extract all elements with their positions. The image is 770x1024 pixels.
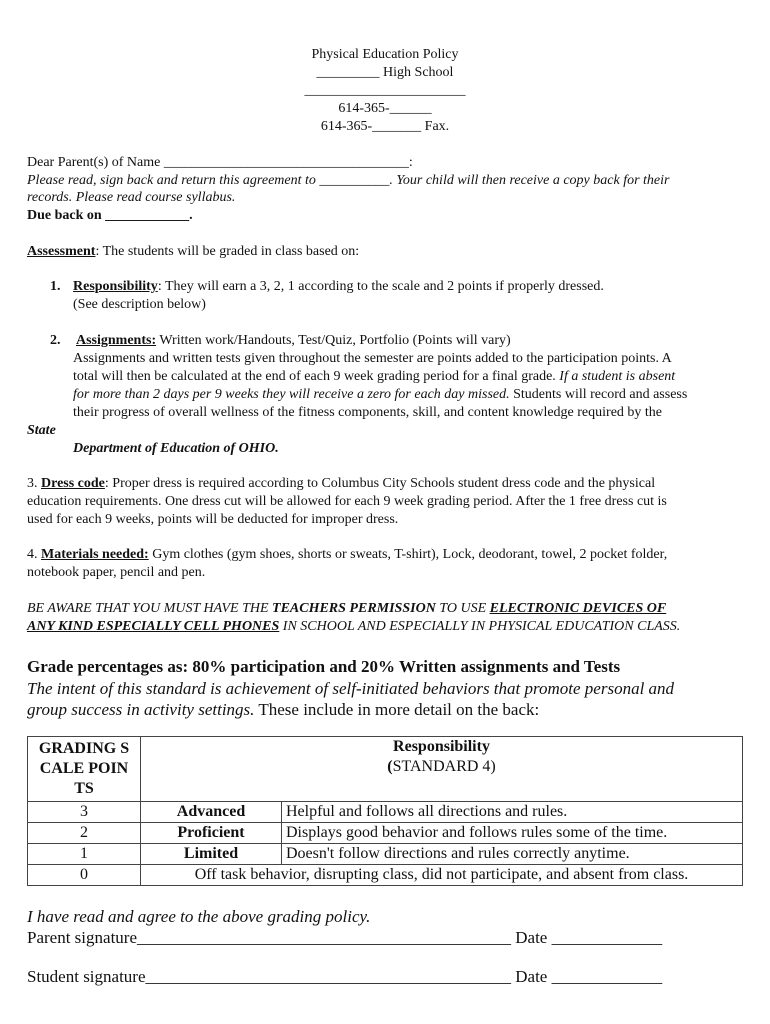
standard-label	[145, 757, 738, 777]
item-2-body-2a: total will then be calculated at the end of each 9 week grading period for a final grade.	[73, 369, 560, 384]
instructions-line-2: records. Please read course syllabus.	[27, 190, 236, 205]
level-cell: Advanced	[141, 802, 282, 823]
item-2-body-3a: for more than 2 days per 9 weeks they will receive a zero for each day missed.	[73, 387, 510, 402]
responsibility-title: Responsibility	[393, 738, 490, 755]
level-cell: Limited	[141, 844, 282, 865]
item-3-line-3: used for each 9 weeks, points will be deducted for improper dress.	[27, 512, 399, 527]
warning-line-1	[27, 600, 666, 618]
responsibility-header	[141, 737, 743, 802]
points-cell: 1	[28, 844, 141, 865]
document-title: Physical Education Policy	[311, 47, 459, 62]
description-cell: Off task behavior, disrupting class, did not participate, and absent from class.	[141, 865, 743, 886]
item-1-number: 1.	[50, 279, 61, 294]
blank-line: _______________________	[304, 83, 466, 98]
assessment-label: Assessment	[27, 244, 96, 259]
intent-line-1: The intent of this standard is achievement of self-initiated behaviors that promote personal and	[27, 679, 675, 698]
fax-line: 614-365-_______ Fax.	[320, 119, 450, 134]
description-cell: Displays good behavior and follows rules some of the time.	[282, 823, 743, 844]
assignments-label: Assignments:	[76, 333, 157, 348]
item-1-line	[73, 278, 604, 296]
item-2-line	[76, 332, 511, 350]
description-cell: Helpful and follows all directions and rules.	[282, 802, 743, 823]
table-header-row	[28, 737, 743, 802]
warning-part-6: IN SCHOOL AND ESPECIALLY IN PHYSICAL EDUCATION CLASS.	[279, 619, 681, 634]
level-cell: Proficient	[141, 823, 282, 844]
intent-line-2a: group success in activity settings.	[27, 700, 255, 719]
item-4-line-2: notebook paper, pencil and pen.	[27, 565, 206, 580]
table-row	[28, 865, 743, 886]
points-cell: 3	[28, 802, 141, 823]
item-3-line-2: education requirements. One dress cut will be allowed for each 9 week grading period. After the 1 free dress cut is	[27, 494, 667, 509]
intent-line-2	[27, 699, 539, 720]
item-2-body-4: their progress of overall wellness of the fitness components, skill, and content knowledge required by the	[73, 405, 663, 420]
due-back-line: Due back on ____________.	[27, 208, 193, 223]
warning-part-3: TO USE	[435, 601, 490, 616]
table-row	[28, 823, 743, 844]
warning-line-2	[27, 618, 680, 636]
materials-label: Materials needed:	[41, 547, 149, 562]
item-4-number: 4.	[27, 547, 41, 562]
parent-signature-line: Parent signature____________________________________________ Date _____________	[27, 928, 663, 947]
instructions-line-1: Please read, sign back and return this agreement to __________. Your child will then receive a copy back for their	[27, 173, 670, 188]
school-name-line: _________ High School	[316, 65, 454, 80]
grading-scale-header: GRADING SCALE POINTS	[28, 737, 141, 802]
item-1-sub: (See description below)	[73, 297, 206, 312]
points-cell: 0	[28, 865, 141, 886]
points-cell: 2	[28, 823, 141, 844]
student-signature-line: Student signature___________________________________________ Date _____________	[27, 967, 663, 986]
phone-line: 614-365-______	[338, 101, 432, 116]
agreement-statement: I have read and agree to the above grading policy.	[27, 907, 371, 926]
materials-text: Gym clothes (gym shoes, shorts or sweats, T-shirt), Lock, deodorant, towel, 2 pocket folder,	[148, 547, 668, 562]
standard-text: STANDARD 4)	[392, 758, 496, 775]
responsibility-label: Responsibility	[73, 279, 158, 294]
intent-line-2b: These include in more detail on the back:	[254, 700, 540, 719]
item-4-line-1	[27, 546, 667, 564]
item-2-body-3	[73, 386, 687, 404]
grade-percentages: Grade percentages as: 80% participation and 20% Written assignments and Tests	[27, 657, 621, 676]
item-2-body-1: Assignments and written tests given throughout the semester are points added to the participation points. A	[73, 351, 672, 366]
assessment-text: : The students will be graded in class based on:	[95, 244, 360, 259]
grading-scale-table	[27, 736, 743, 886]
dress-code-text: : Proper dress is required according to Columbus City Schools student dress code and the physical	[104, 476, 656, 491]
item-2-body-2	[73, 368, 675, 386]
item-2-body-3b: Students will record and assess	[509, 387, 688, 402]
department-line: Department of Education of OHIO.	[73, 441, 279, 456]
assessment-line	[27, 243, 359, 261]
assignments-text: Written work/Handouts, Test/Quiz, Portfolio (Points will vary)	[156, 333, 511, 348]
warning-teachers-permission: TEACHERS PERMISSION	[272, 601, 436, 616]
dress-code-label: Dress code	[41, 476, 105, 491]
responsibility-text: : They will earn a 3, 2, 1 according to the scale and 2 points if properly dressed.	[157, 279, 604, 294]
item-2-body-2b: If a student is absent	[559, 369, 676, 384]
state-word: State	[27, 423, 56, 438]
warning-part-1: BE AWARE THAT YOU MUST HAVE THE	[27, 601, 273, 616]
warning-cell-phones: ANY KIND ESPECIALLY CELL PHONES	[27, 619, 280, 634]
table-row	[28, 802, 743, 823]
item-3-number: 3.	[27, 476, 41, 491]
dear-parent-line: Dear Parent(s) of Name ___________________________________:	[27, 155, 413, 170]
item-3-line-1	[27, 475, 655, 493]
description-cell: Doesn't follow directions and rules correctly anytime.	[282, 844, 743, 865]
item-2-number: 2.	[50, 333, 61, 348]
table-row	[28, 844, 743, 865]
warning-electronic-devices: ELECTRONIC DEVICES OF	[489, 601, 667, 616]
standard-open-paren: (	[387, 758, 393, 775]
